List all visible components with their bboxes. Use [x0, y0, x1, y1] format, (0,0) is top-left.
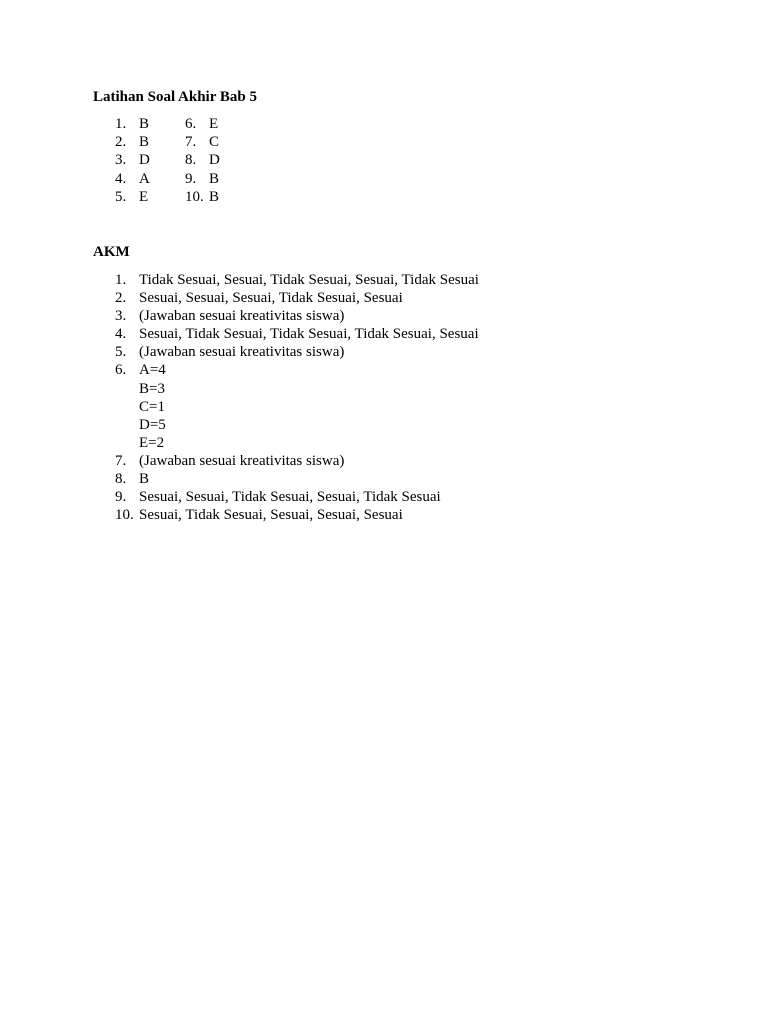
item-answer	[139, 325, 479, 343]
item-number: 4.	[115, 170, 127, 187]
item-number: 3.	[115, 152, 127, 169]
akm-item	[0, 506, 403, 524]
item-answer: D	[209, 152, 220, 169]
item-number: 8.	[115, 471, 127, 488]
item-number: 9.	[185, 170, 197, 187]
item-number: 7.	[185, 134, 197, 151]
akm-item	[0, 470, 340, 488]
item-answer	[139, 361, 479, 451]
akm-item	[0, 289, 403, 307]
item-number: 8.	[185, 152, 197, 169]
item-number: 6.	[185, 116, 197, 132]
answer-line: (Jawaban sesuai kreativitas siswa)	[139, 452, 345, 469]
item-answer: B	[139, 116, 150, 132]
answer-line: Tidak Sesuai, Sesuai, Tidak Sesuai, Sesuai, Tidak Sesuai	[139, 272, 479, 288]
akm-item	[0, 361, 340, 451]
item-answer: E	[209, 116, 219, 132]
item-number: 2.	[115, 134, 127, 151]
answer-line: A=4	[139, 362, 166, 379]
answer-line: B=3	[139, 380, 165, 397]
answer-line: B	[139, 471, 150, 488]
answer-line: (Jawaban sesuai kreativitas siswa)	[139, 308, 345, 325]
item-number: 1.	[115, 272, 127, 288]
item-answer: E	[139, 188, 149, 205]
item-answer: C	[209, 134, 220, 151]
item-answer: B	[209, 188, 220, 205]
akm-item	[0, 271, 479, 289]
item-number: 7.	[115, 452, 127, 469]
answer-line: Sesuai, Tidak Sesuai, Sesuai, Sesuai, Sesuai	[139, 507, 403, 524]
item-answer	[139, 506, 479, 524]
akm-answer-list	[0, 271, 479, 524]
akm-item	[0, 307, 345, 325]
section-title-latihan: Latihan Soal Akhir Bab 5	[93, 89, 257, 105]
item-number: 5.	[115, 188, 127, 205]
answer-line: D=5	[139, 416, 166, 433]
akm-item	[0, 452, 345, 470]
item-number: 3.	[115, 308, 127, 325]
item-answer	[139, 452, 479, 470]
item-number: 4.	[115, 326, 127, 343]
answer-line: C=1	[139, 398, 165, 415]
answer-line: E=2	[139, 434, 165, 451]
item-number: 6.	[115, 362, 127, 379]
item-answer: B	[139, 134, 150, 151]
item-number: 10.	[185, 188, 204, 205]
answer-line: Sesuai, Tidak Sesuai, Tidak Sesuai, Tidak Sesuai, Sesuai	[139, 326, 479, 343]
item-number: 9.	[115, 489, 127, 506]
akm-item	[0, 488, 441, 506]
item-answer: B	[209, 170, 220, 187]
item-answer	[139, 271, 479, 289]
item-answer	[139, 488, 479, 506]
item-number: 10.	[115, 507, 134, 524]
akm-item	[0, 343, 345, 361]
item-number: 1.	[115, 116, 127, 132]
item-answer	[139, 343, 479, 361]
answer-line: (Jawaban sesuai kreativitas siswa)	[139, 344, 345, 361]
item-answer	[139, 289, 479, 307]
item-answer	[139, 307, 479, 325]
section-title-akm: AKM	[93, 244, 130, 260]
answer-line: Sesuai, Sesuai, Sesuai, Tidak Sesuai, Sesuai	[139, 290, 403, 307]
item-answer: A	[139, 170, 150, 187]
item-number: 5.	[115, 344, 127, 361]
item-number: 2.	[115, 290, 127, 307]
item-answer	[139, 470, 479, 488]
answer-line: Sesuai, Sesuai, Tidak Sesuai, Sesuai, Tidak Sesuai	[139, 489, 441, 506]
akm-item	[0, 325, 479, 343]
item-answer: D	[139, 152, 150, 169]
